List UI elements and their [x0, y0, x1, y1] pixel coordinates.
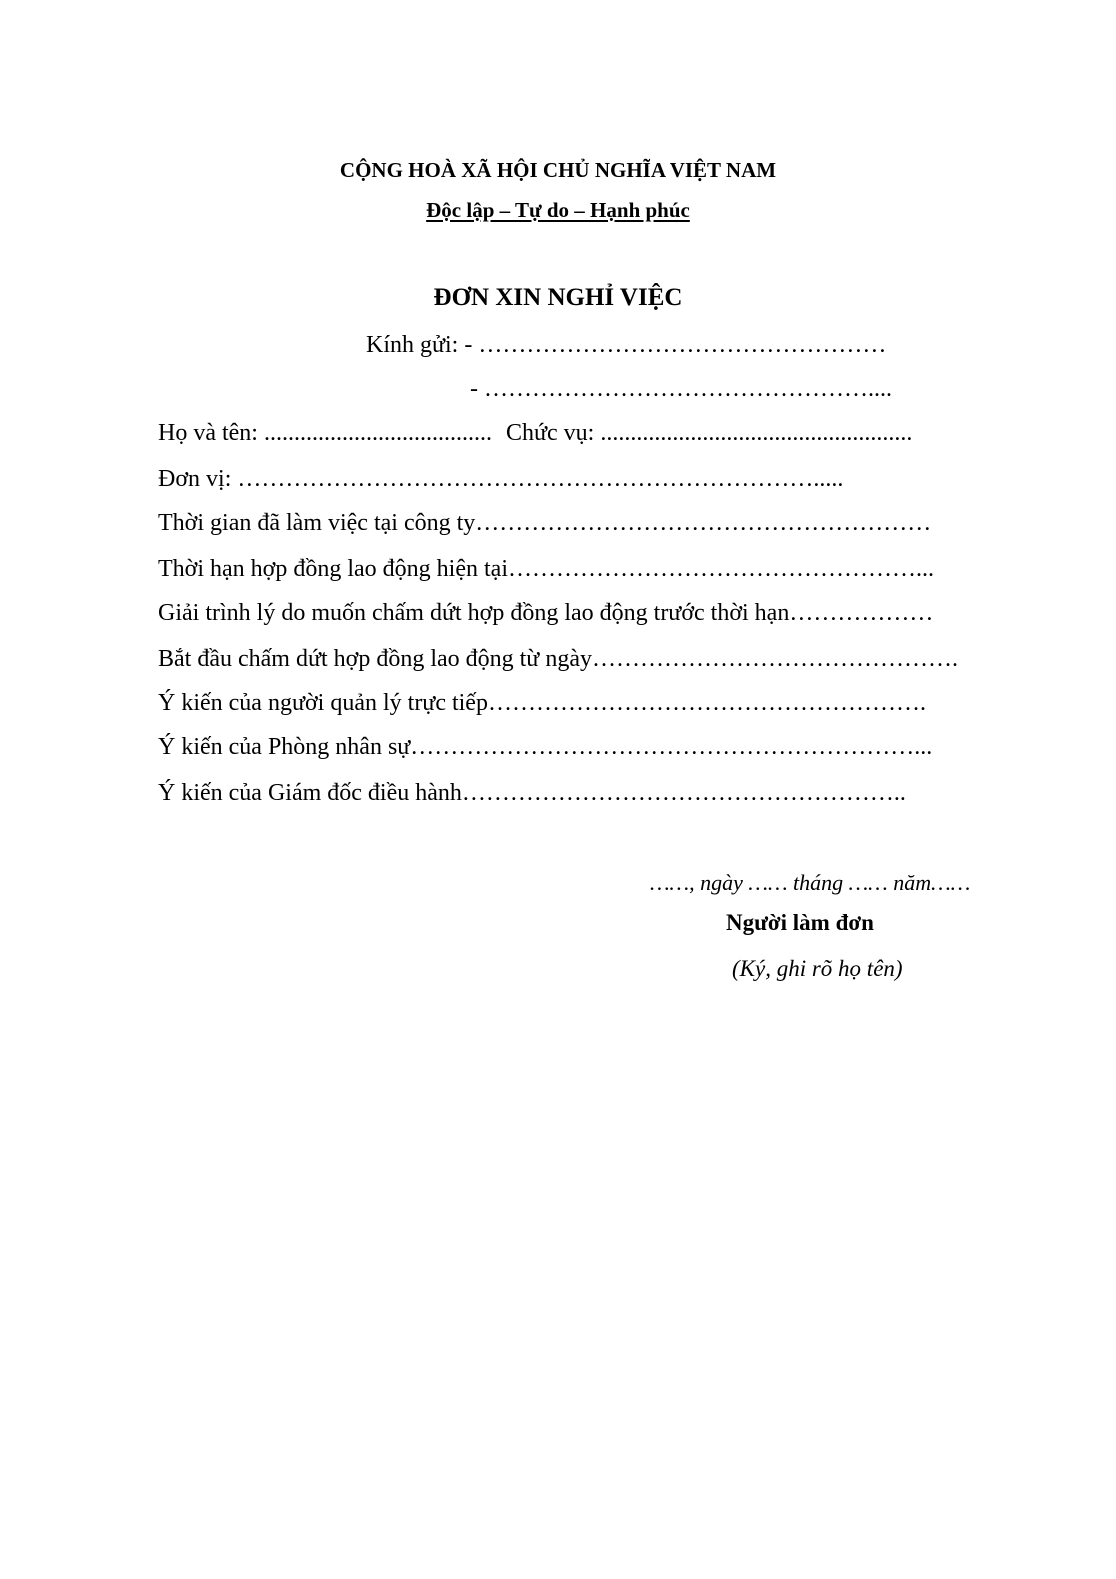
contract-term-field: Thời hạn hợp đồng lao động hiện tại……………………………………………... [158, 556, 934, 582]
recipient-line-1: Kính gửi: - …………………………………………… [366, 332, 887, 358]
signer-label: Người làm đơn [726, 910, 874, 935]
date-line: ……, ngày …… tháng …… năm…… [650, 870, 971, 895]
position-field: Chức vụ: .................................................... [505, 420, 913, 446]
signature-hint: (Ký, ghi rõ họ tên) [732, 956, 903, 981]
document-title: ĐƠN XIN NGHỈ VIỆC [433, 284, 683, 311]
hr-opinion-field: Ý kiến của Phòng nhân sự………………………………………………………... [158, 734, 933, 760]
name-position-row [158, 420, 912, 447]
start-date-field: Bắt đầu chấm dứt hợp đồng lao động từ ngày………………………………………. [158, 646, 958, 672]
director-opinion-field: Ý kiến của Giám đốc điều hành……………………………………………….. [158, 780, 906, 806]
tenure-field: Thời gian đã làm việc tại công ty………………………………………………… [158, 510, 932, 536]
name-field: Họ và tên: ...................................... [158, 420, 492, 446]
manager-opinion-field: Ý kiến của người quản lý trực tiếp………………………………………………. [158, 690, 926, 716]
reason-field: Giải trình lý do muốn chấm dứt hợp đồng lao động trước thời hạn……………… [158, 600, 934, 626]
unit-field: Đơn vị: ………………………………………………………………..... [158, 466, 844, 492]
national-header: CỘNG HOÀ XÃ HỘI CHỦ NGHĨA VIỆT NAM [339, 158, 777, 182]
national-motto: Độc lập – Tự do – Hạnh phúc [426, 198, 690, 222]
recipient-line-2: - ………………………………………….... [470, 376, 892, 402]
